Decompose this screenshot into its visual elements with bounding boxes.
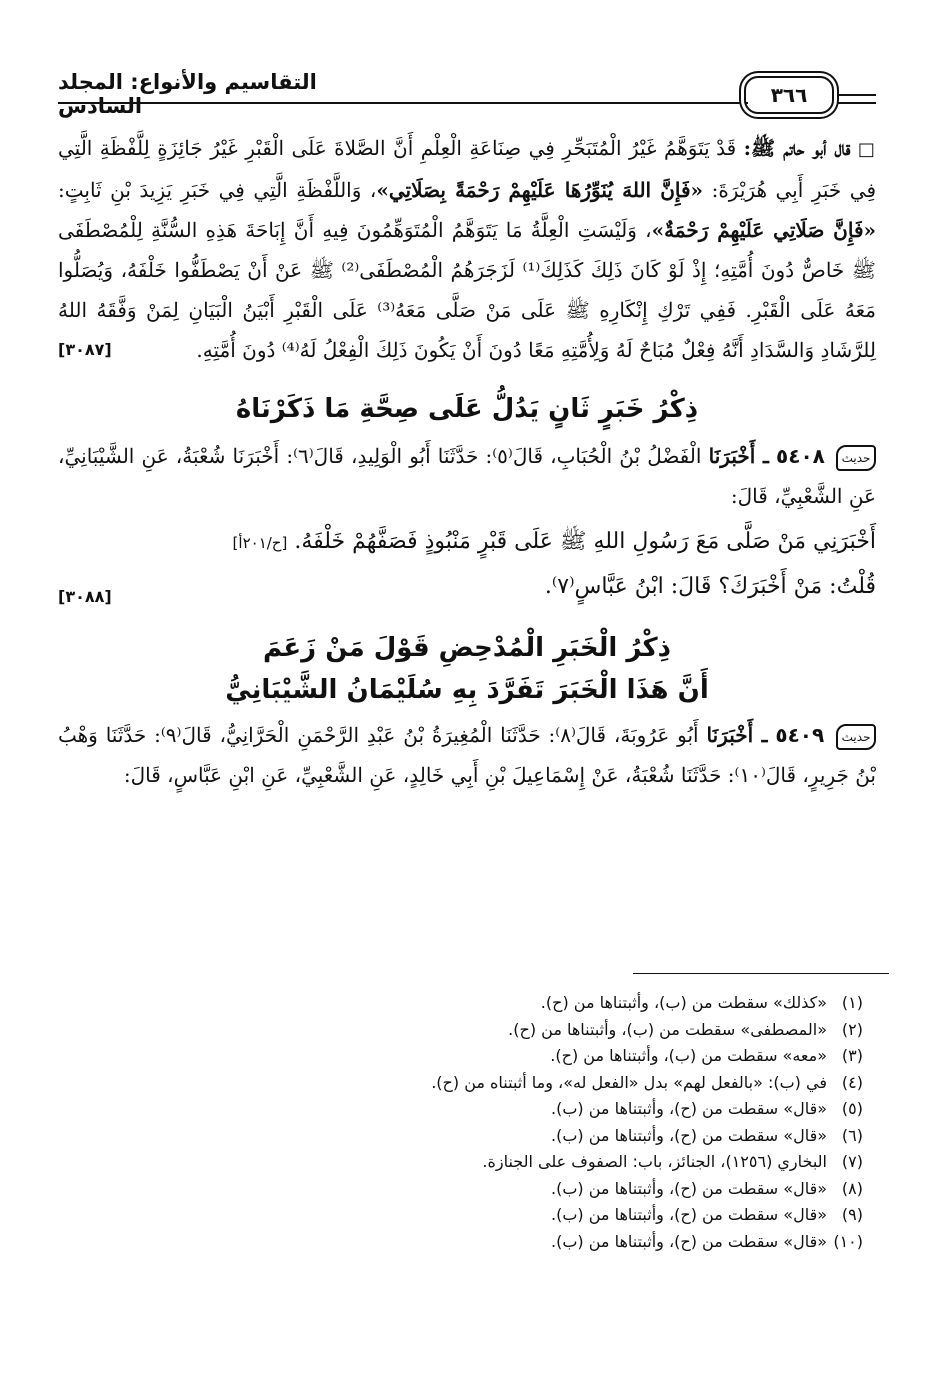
footnote-item — [103, 990, 863, 1017]
running-title: التقاسيم والأنواع: المجلد السادس — [58, 70, 317, 118]
footnote-item — [103, 1149, 863, 1176]
footnote-number: (٩) — [841, 1205, 863, 1224]
page-body — [58, 128, 876, 795]
footnote-item — [103, 1176, 863, 1203]
footnote-item — [103, 1202, 863, 1229]
commentary-quote-2: «فَإِنَّ صَلَاتِي عَلَيْهِمْ رَحْمَةٌ» — [651, 218, 877, 242]
footnote-text: «قال» سقطت من (ح)، وأثبتناها من (ب). — [551, 1178, 827, 1198]
hadith-icon: حديث — [836, 445, 876, 471]
page-number: ٣٦٦ — [744, 76, 834, 114]
footnote-text: «قال» سقطت من (ح)، وأثبتناها من (ب). — [551, 1099, 827, 1118]
isnad-text: الْفَضْلُ بْنُ الْحُبَابِ، قَالَ⁽٥⁾: حَدَّثَنَا أَبُو الْوَلِيدِ، قَالَ⁽٦⁾: أَخْبَرَنَا شُعْبَةُ، عَنِ الشَّيْبَانِيِّ، عَنِ الشَّعْبِيِّ، قَالَ: — [58, 444, 876, 508]
footnote-text: «قال» سقطت من (ح)، وأثبتناها من (ب). — [551, 1231, 827, 1251]
isnad-paragraph — [58, 436, 876, 516]
commentary-text-3: ، وَلَيْسَتِ الْعِلَّةُ مَا يَتَوَهَّمُ الْمُتَوَهِّمُونَ فِيهِ أَنَّ إِبَاحَةَ هَذِهِ السُّنَّةِ لِلْمُصْطَفَى ﷺ خَاصٌّ دُونَ أُمَّتِهِ؛ إِذْ لَوْ كَانَ ذَلِكَ كَذَلِكَ⁽¹⁾ لَزَجَرَهُمُ الْمُصْطَفَى⁽²⁾ ﷺ عَنْ أَنْ يَصْطَفُّوا خَلْفَهُ، وَيُصَلُّوا مَعَهُ عَلَى الْقَبْرِ. فَفِي تَرْكِ إِنْكَارِهِ ﷺ عَلَى مَنْ صَلَّى مَعَهُ⁽³⁾ عَلَى الْقَبْرِ أَبْيَنُ الْبَيَانِ لِمَنْ وَفَّقَهُ اللهُ لِلرَّشَادِ وَالسَّدَادِ أَنَّهُ فِعْلٌ مُبَاحٌ لَهُ وَلِأُمَّتِهِ مَعًا دُونَ أَنْ يَكُونَ ذَلِكَ الْفِعْلُ لَهُ⁽⁴⁾ دُونَ أُمَّتِهِ. — [58, 218, 876, 362]
footnote-number: (١٠) — [833, 1231, 863, 1251]
footnote-text: «قال» سقطت من (ح)، وأثبتناها من (ب). — [551, 1205, 827, 1224]
hadith-number: ٥٤٠٩ — [775, 723, 825, 747]
header-rule-right-top — [838, 94, 876, 96]
footnote-text: «المصطفى» سقطت من (ب)، وأثبتناها من (ح). — [508, 1019, 827, 1039]
square-marker-icon: □ — [857, 139, 876, 160]
isnad-lead: ـ أَخْبَرَنَا — [708, 444, 769, 468]
section-heading-line-1: ذِكْرُ الْخَبَرِ الْمُدْحِضِ قَوْلَ مَنْ زَعَمَ — [263, 633, 671, 663]
reference-number: [٣٠٨٨] — [58, 587, 112, 606]
footnote-text: «كذلك» سقطت من (ب)، وأثبتناها من (ح). — [540, 993, 827, 1012]
commentary-paragraph — [58, 128, 876, 370]
footnote-item — [103, 1070, 863, 1097]
reference-number: [٣٠٨٧] — [58, 340, 112, 359]
matn-text: أَخْبَرَنِي مَنْ صَلَّى مَعَ رَسُولِ اللهِ ﷺ عَلَى قَبْرٍ مَنْبُوذٍ فَصَفَّهُمْ خَلْفَهُ. — [294, 529, 876, 554]
footnote-number: (٦) — [841, 1125, 863, 1145]
page-header — [58, 66, 876, 116]
header-rule-right-bottom — [838, 102, 876, 104]
footnote-separator — [633, 973, 889, 974]
section-heading: ذِكْرُ خَبَرٍ ثَانٍ يَدُلُّ عَلَى صِحَّةِ مَا ذَكَرْنَاهُ — [235, 394, 699, 424]
footnote-item — [103, 1043, 863, 1070]
commentary-text-1: قَدْ يَتَوَهَّمُ غَيْرُ الْمُتَبَحِّرِ فِي صِنَاعَةِ الْعِلْمِ أَنَّ الصَّلاةَ عَلَى الْقَبْرِ غَيْرُ جَائِزَةٍ لِلَّفْظَةِ الَّتِي فِي خَبَرِ أَبِي هُرَيْرَةَ: — [58, 136, 877, 202]
header-rule — [58, 102, 748, 104]
footnote-text: «معه» سقطت من (ب)، وأثبتناها من (ح). — [550, 1046, 827, 1065]
hadith-icon: حديث — [836, 724, 876, 750]
hadith-number: ٥٤٠٨ — [776, 444, 825, 468]
footnote-number: (١) — [841, 993, 863, 1012]
footnote-text: البخاري (١٢٥٦)، الجنائز، باب: الصفوف على الجنازة. — [482, 1152, 827, 1171]
footnote-text: في (ب): «بالفعل لهم» بدل «الفعل له»، وما أثبتناه من (ح). — [431, 1072, 827, 1092]
commentary-quote-1: «فَإِنَّ اللهَ يُنَوِّرُهَا عَلَيْهِمْ رَحْمَةً بِصَلَاتِي» — [376, 178, 704, 202]
isnad-paragraph — [58, 715, 876, 795]
footnote-number: (٨) — [841, 1178, 863, 1198]
footnote-item — [103, 1096, 863, 1123]
isnad-text: أَبُو عَرُوبَةَ، قَالَ⁽٨⁾: حَدَّثَنَا الْمُغِيرَةُ بْنُ عَبْدِ الرَّحْمَنِ الْحَرَّانِيُّ، قَالَ⁽٩⁾: حَدَّثَنَا وَهْبُ بْنُ جَرِيرٍ، قَالَ⁽١٠⁾: حَدَّثَنَا شُعْبَةُ، عَنْ إِسْمَاعِيلَ بْنِ أَبِي خَالِدٍ، عَنِ الشَّعْبِيِّ، عَنِ ابْنِ عَبَّاسٍ، قَالَ: — [58, 723, 876, 787]
footnote-number: (٤) — [841, 1072, 863, 1092]
section-heading-line-2: أَنَّ هَذَا الْخَبَرَ تَفَرَّدَ بِهِ سُلَيْمَانُ الشَّيْبَانِيُّ — [225, 675, 709, 705]
footnote-number: (٢) — [841, 1019, 863, 1039]
footnote-item — [103, 1123, 863, 1150]
commentary-text-2: ، وَاللَّفْظَةِ الَّتِي فِي خَبَرِ يَزِيدَ بْنِ ثَابِتٍ: — [58, 178, 377, 202]
commentary-lead: قال أبو حاتم ﷺ: — [743, 136, 851, 160]
folio-marker: [ح/٢٠١أ] — [232, 534, 288, 552]
footnote-text: «قال» سقطت من (ح)، وأثبتناها من (ب). — [551, 1125, 827, 1145]
footnote-item — [103, 1017, 863, 1044]
footnote-number: (٧) — [841, 1152, 863, 1171]
matn-paragraph — [58, 520, 876, 609]
footnote-number: (٥) — [841, 1099, 863, 1118]
footnote-item — [103, 1229, 863, 1256]
isnad-lead: ـ أَخْبَرَنَا — [706, 723, 768, 747]
footnote-number: (٣) — [841, 1046, 863, 1065]
matn-text-2: قُلْتُ: مَنْ أَخْبَرَكَ؟ قَالَ: ابْنُ عَبَّاسٍ⁽٧⁾. — [544, 574, 876, 599]
footnotes-list — [103, 990, 863, 1255]
